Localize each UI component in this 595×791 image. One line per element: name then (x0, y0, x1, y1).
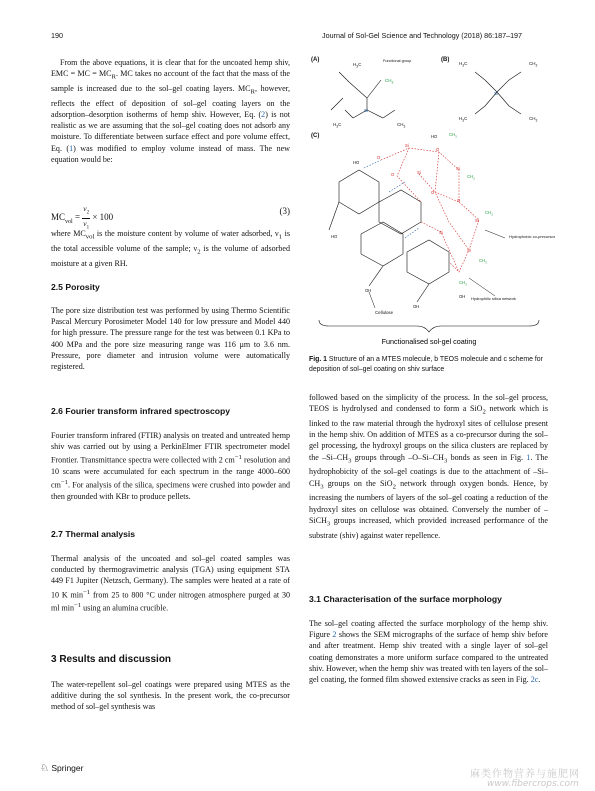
text: network which is linked to the raw material through the hydroxyl sites of cellulose present in the hemp shiv. On addition of MTES as a co-precursor during the sol–gel processing, the hydroxyl groups on the silica clusters are replaced by the –Si–CH (309, 404, 548, 462)
svg-text:CH3: $CH_3$ (459, 280, 467, 287)
sub: 3 (443, 457, 448, 465)
section-2-6-title: 2.6 Fourier transform infrared spectroscopy (51, 406, 231, 416)
sup: −1 (74, 602, 82, 610)
fig2-link[interactable]: 2 (332, 630, 337, 640)
svg-text:O: O (436, 147, 440, 152)
text: followed based on the simplicity of the process. In the sol–gel process, TEOS is hydrolysed and condensed to form a SiO (309, 393, 548, 414)
text: bonds as seen in Fig. (447, 452, 527, 462)
text: The pore size distribution test was performed by using Thermo Scientific Pascal Mercury Porosimeter Model 140 for low pressure and Model 440 for high pressure. The pressure range for the test was between 0.1 KPa to 400 MPa and the pore size measuring range was 116 μm to 3.6 nm. Pressure, pore diameter and intrusion volume were automatically registered. (51, 306, 290, 372)
section-3-1-text (309, 618, 548, 685)
caption-label: Fig. 1 (309, 356, 327, 363)
sub: 2 (482, 408, 486, 416)
svg-text:CH3: $CH_3$ (385, 78, 394, 85)
hydrophobic-label: Hydrophobic co-precursor (509, 234, 556, 239)
text: From the above equations, it is clear that for the uncoated (60, 58, 252, 67)
svg-text:H3C: $H_3C$ (459, 116, 468, 123)
sub: 2 (86, 210, 90, 216)
svg-text:Si: Si (405, 143, 409, 148)
text: . (538, 675, 541, 685)
section-3-1-title: 3.1 Characterisation of the surface morphology (309, 594, 502, 604)
svg-text:Si: Si (475, 218, 479, 223)
publisher-name: Springer (51, 763, 84, 773)
eq-lhs-sub: vol (65, 218, 73, 225)
section-2-5-text (51, 305, 290, 372)
springer-icon: ♘ (40, 763, 49, 774)
page-number: 190 (51, 31, 63, 40)
nu: ν (83, 218, 87, 228)
svg-text:HO: HO (431, 134, 438, 139)
svg-text:OH: OH (365, 288, 372, 293)
text: from 25 to 800 °C under nitrogen atmosphere purged at 30 ml min (51, 590, 291, 614)
svg-text:CH3: $CH_3$ (529, 61, 538, 68)
sub: 3 (348, 457, 352, 465)
eq-lhs: MC (51, 212, 66, 223)
text: Fourier transform infrared (FTIR) analysis on treated and untreated hemp shiv was carried out by using a PerkinElmer FTIR spectrometer model Frontier. Transmittance spectra were collected with 2 cm (51, 431, 290, 466)
svg-text:Si: Si (417, 170, 421, 175)
section-2-7-text (51, 553, 290, 614)
text: where MC (51, 229, 86, 238)
section-3-text (51, 679, 290, 713)
svg-text:HO: HO (331, 234, 338, 239)
watermark-line-1: 麻类作物营养与施肥网 (470, 769, 580, 780)
sub: 3 (326, 520, 331, 528)
text: is the total accessible volume of the sample; ν (51, 229, 290, 253)
svg-text:O: O (391, 172, 395, 177)
eq-number: (3) (279, 206, 290, 216)
svg-text:Si: Si (467, 248, 471, 253)
sub: R (250, 88, 255, 96)
brace (319, 320, 539, 332)
figure-label-a: (A) (311, 57, 320, 63)
svg-text:CH3: $CH_3$ (479, 258, 487, 265)
svg-text:O: O (457, 198, 461, 203)
svg-text:Si: Si (456, 166, 460, 171)
journal-header: Journal of Sol-Gel Science and Technology (2018) 86:187–197 (322, 31, 523, 40)
eq2-link[interactable]: 2 (261, 110, 266, 120)
sub: 3 (320, 483, 324, 491)
svg-text:CH3: $CH_3$ (485, 210, 493, 217)
sub: vol (85, 233, 95, 241)
svg-text:CH3: $CH_3$ (397, 122, 406, 129)
eq-numerator (82, 204, 90, 219)
svg-text:H3C: $H_3C$ (459, 61, 468, 68)
figure-caption (309, 355, 548, 374)
text: groups on the SiO (323, 478, 393, 488)
sup: −1 (83, 588, 91, 596)
section-2-6-text (51, 430, 290, 503)
sub: 1 (86, 225, 90, 230)
text: network through oxygen bonds. Hence, by increasing the numbers of layers of the sol–gel coating a reduction of the hydroxyl sites on cellulose was obtained. Conversely the number of –SiCH (309, 478, 548, 525)
svg-text:OH: OH (413, 304, 420, 309)
fig1-link[interactable]: 1 (526, 452, 531, 462)
nu: ν (83, 204, 87, 213)
text: the fact that the mass of the sample is increased due to the sol–gel coating layers. MC (51, 69, 290, 94)
text: . MC takes no account of (115, 69, 198, 79)
svg-text:CH3: $CH_3$ (529, 116, 538, 123)
text: ) was modified to employ volume instead of mass. The new equation would be: (51, 143, 290, 164)
text: . The hydrophobicity of the sol–gel coatings is due to the attachment of –Si–CH (309, 452, 548, 488)
figure-label-b: (B) (441, 57, 450, 63)
text: is the moisture content by volume of water adsorbed, ν (94, 229, 279, 238)
section-2-7-title: 2.7 Thermal analysis (51, 529, 136, 539)
functional-group-label: Functional group (383, 59, 412, 63)
hydrophilic-label: Hydrophilic silica network (471, 296, 516, 301)
svg-text:H3C: $H_3C$ (353, 62, 362, 69)
svg-text:CH3: $CH_3$ (467, 174, 475, 181)
svg-text:O: O (377, 155, 381, 160)
figure-1 (309, 52, 556, 352)
svg-text:HO: HO (353, 160, 360, 165)
right-paragraph-1 (309, 392, 548, 541)
eq1-link[interactable]: 1 (69, 143, 74, 153)
publisher-footer (40, 763, 83, 774)
svg-text:O: O (431, 190, 435, 195)
text: groups through –O–Si–CH (351, 452, 444, 462)
silica-network (381, 148, 479, 272)
functionalised-label: Functionalised sol-gel coating (381, 337, 477, 346)
svg-text:H3C: $H_3C$ (333, 122, 342, 129)
text: resolution and 10 scans were accumulated for each spectrum in the range 4000–600 cm (51, 456, 290, 491)
text: The water-repellent sol–gel coatings were prepared using MTES as the additive during the sol synthesis. In the present work, the co-precursor method of sol–gel synthesis was (51, 680, 290, 712)
text: , however, reflects the effect of deposition of sol–gel coating layers on the adsorption–desorption isotherms of hemp shiv. However, Eq. ( (51, 84, 291, 120)
text: using an alumina crucible. (81, 604, 169, 614)
intro-paragraph (51, 57, 290, 165)
sub: 2 (392, 483, 396, 491)
section-3-title: 3 Results and discussion (51, 654, 172, 665)
svg-text:OH: OH (459, 294, 466, 299)
text: ) is not realistic as we are assuming that the sol–gel coating does not adsorb any moisture. To differentiate between surface effect and pore volume effect, Eq. ( (51, 110, 290, 153)
sup: −1 (234, 454, 242, 462)
sup: −1 (60, 479, 68, 487)
fig2c-link[interactable]: 2c (530, 675, 539, 685)
svg-text:CH3: $CH_3$ (449, 132, 457, 139)
text: groups increased, which provided increased performance of the substrate (shiv) against water repellence. (309, 515, 548, 540)
where-paragraph (51, 228, 290, 269)
cellulose-label: Cellulose (375, 310, 394, 315)
text: shows the SEM micrographs of the surface of hemp shiv before and after treatment. Hemp shiv treated with a single layer of sol–gel coating demonstrates a more uniform surface compared to the untreated shiv. However, when the hemp shiv was treated with ten layers of the sol–gel coating, the formed film showed extensive cracks as seen in Fig. (309, 630, 548, 685)
section-2-5-title: 2.5 Porosity (51, 282, 100, 292)
text: Thermal analysis of the uncoated and sol–gel coated samples was conducted by thermogravimetric analysis (TGA) using equipment STA 449 F1 Jupiter (Netzsch, Germany). The samples were heated at a rate of 10 K min (51, 554, 290, 600)
eq-equals: = (74, 212, 81, 223)
text: is the volume of adsorbed moisture at a given RH. (51, 243, 290, 268)
text: The sol–gel coating affected the surface morphology of the hemp shiv. Figure (309, 619, 548, 640)
text: hemp shiv, EMC = MC = MC (51, 58, 291, 79)
caption-text: Structure of an a MTES molecule, b TEOS molecule and c scheme for deposition of sol–gel coating on shiv surface (309, 356, 543, 373)
sub: 1 (278, 233, 283, 241)
figure-label-c: (C) (311, 133, 320, 139)
svg-text:Si: Si (494, 91, 499, 96)
text: . For analysis of the silica, specimens were crushed into powder and then grounded with KBr to produce pellets. (51, 481, 290, 502)
sub: R (111, 73, 116, 81)
watermark-line-2: www.fibercrops.com (487, 779, 579, 789)
svg-text:Si: Si (364, 108, 369, 113)
eq-multiplier: × 100 (92, 212, 114, 223)
svg-text:Si: Si (439, 230, 443, 235)
sub: 2 (197, 248, 201, 256)
